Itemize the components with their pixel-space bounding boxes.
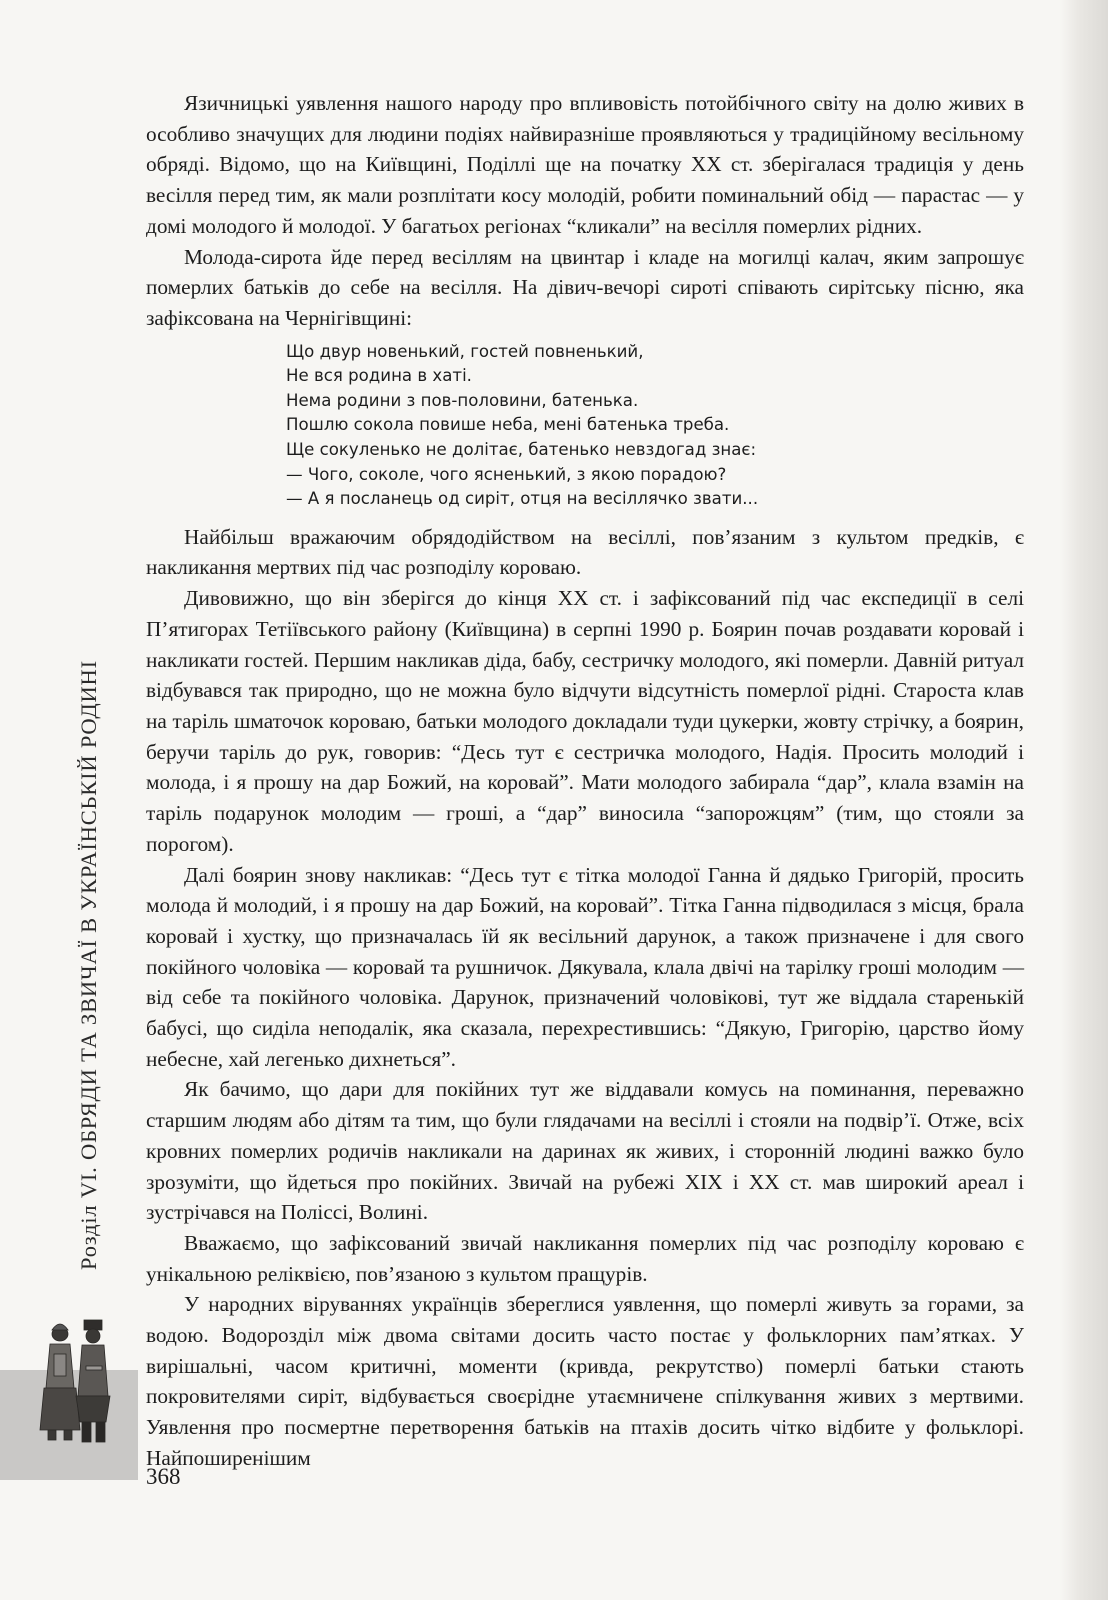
folk-couple-illustration: [30, 1318, 120, 1448]
verse-line: Не вся родина в хаті.: [286, 366, 472, 386]
paragraph: Найбільш вражаючим обрядодійством на весіллі, пов’язаним з культом предків, є накликання мертвих під час розподілу короваю.: [146, 524, 1024, 580]
main-text: [146, 88, 1024, 1474]
verse-line: Що двур новенький, гостей повненький,: [286, 341, 644, 361]
chapter-running-head: Розділ VI. ОБРЯДИ ТА ЗВИЧАЇ В УКРАЇНСЬКІЙ РОДИНІ: [76, 660, 101, 1270]
paragraph: Дивовижно, що він зберігся до кінця XX ст. і зафіксований під час експедиції в селі П’ятигорах Тетіївського району (Київщина) в серпні 1990 р. Боярин почав роздавати коровай і накликати гостей. Першим накликав діда, бабу, сестричку молодого, які померли. Давній ритуал відбувався так природно, що не можна було відчути відсутність померлої рідні. Староста клав на таріль шматочок короваю, батьки молодого докладали туди цукерки, жовту стрічку, а боярин, беручи таріль до рук, говорив: “Десь тут є сестричка молодого, Надія. Просить молодий і молода, і я прошу на дар Божий, на коровай”. Мати молодого забирала “дар”, клала взамін на таріль подарунок молодим — гроші, а “дар” виносила “запорожцям” (тим, що стояли за порогом).: [146, 586, 1024, 856]
verse-line: Ще сокуленько не долітає, батенько невздогад знає:: [286, 440, 757, 459]
paragraph: Далі боярин знову накликав: “Десь тут є тітка молодої Ганна й дядько Григорій, просить молода й молодий, і я прошу на дар Божий, на коровай”. Тітка Ганна підводилася з місця, брала коровай і хустку, що призначалась їй як весільний дарунок, а також призначене і для свого покійного чоловіка — коровай та рушничок. Дякувала, клала двічі на тарілку гроші молодим — від себе та покійного чоловіка. Дарунок, призначений чоловікові, тут же віддала старенькій бабусі, що сиділа неподалік, яка сказала, перехрестившись: “Дякую, Григорію, царство йому небесне, хай легенько дихнеться”.: [146, 862, 1024, 1071]
paragraph: Молода-сирота йде перед весіллям на цвинтар і кладе на могилці калач, яким запрошує померлих батьків до себе на весілля. На дівич-вечорі сироті співають сирітську пісню, яка зафіксована на Чернігівщині:: [146, 244, 1024, 330]
song-verse: [286, 340, 1024, 512]
page-number: 368: [146, 1464, 181, 1489]
paragraph: Вважаємо, що зафіксований звичай накликання померлих під час розподілу короваю є унікальною реліквією, пов’язаною з культом пращурів.: [146, 1230, 1024, 1286]
verse-line: — Чого, соколе, чого ясненький, з якою порадою?: [286, 464, 727, 484]
verse-line: Пошлю сокола повише неба, мені батенька треба.: [286, 415, 730, 435]
paragraph: Як бачимо, що дари для покійних тут же віддавали комусь на поминання, переважно старшим людям або дітям та тим, що були глядачами на весіллі і стояли на подвір’ї. Отже, всіх кровних померлих родичів накликали на даринах як живих, і сторонній людині важко було зрозуміти, що йдеться про покійних. Звичай на рубежі XIX і XX ст. мав широкий ареал і зустрічався на Поліссі, Волині.: [146, 1077, 1024, 1225]
verse-line: — А я посланець од сиріт, отця на весіллячко звати...: [286, 489, 759, 509]
paragraph: Язичницькі уявлення нашого народу про впливовість потойбічного світу на долю живих в особливо значущих для людини подіях найвиразніше проявляються у традиційному весільному обряді. Відомо, що на Київщині, Поділлі ще на початку XX ст. зберігалася традиція у день весілля перед тим, як мали розплітати косу молодій, робити поминальний обід — парастас — у домі молодого й молодої. У багатьох регіонах “кликали” на весілля померлих рідних.: [146, 91, 1024, 238]
verse-line: Нема родини з пов-половини, батенька.: [286, 390, 639, 410]
paragraph: У народних віруваннях українців збереглися уявлення, що померлі живуть за горами, за водою. Водорозділ між двома світами досить часто постає у фольклорних пам’ятках. У вирішальні, часом критичні, моменти (кривда, рекрутство) померлі батьки стають покровителями сиріт, відбувається своєрідне утаємничене спілкування живих з мертвими. Уявлення про посмертне перетворення батьків на птахів досить чітко відбите у фольклорі. Найпоширенішим: [146, 1292, 1024, 1470]
page-edge-shadow: [1060, 0, 1108, 1600]
